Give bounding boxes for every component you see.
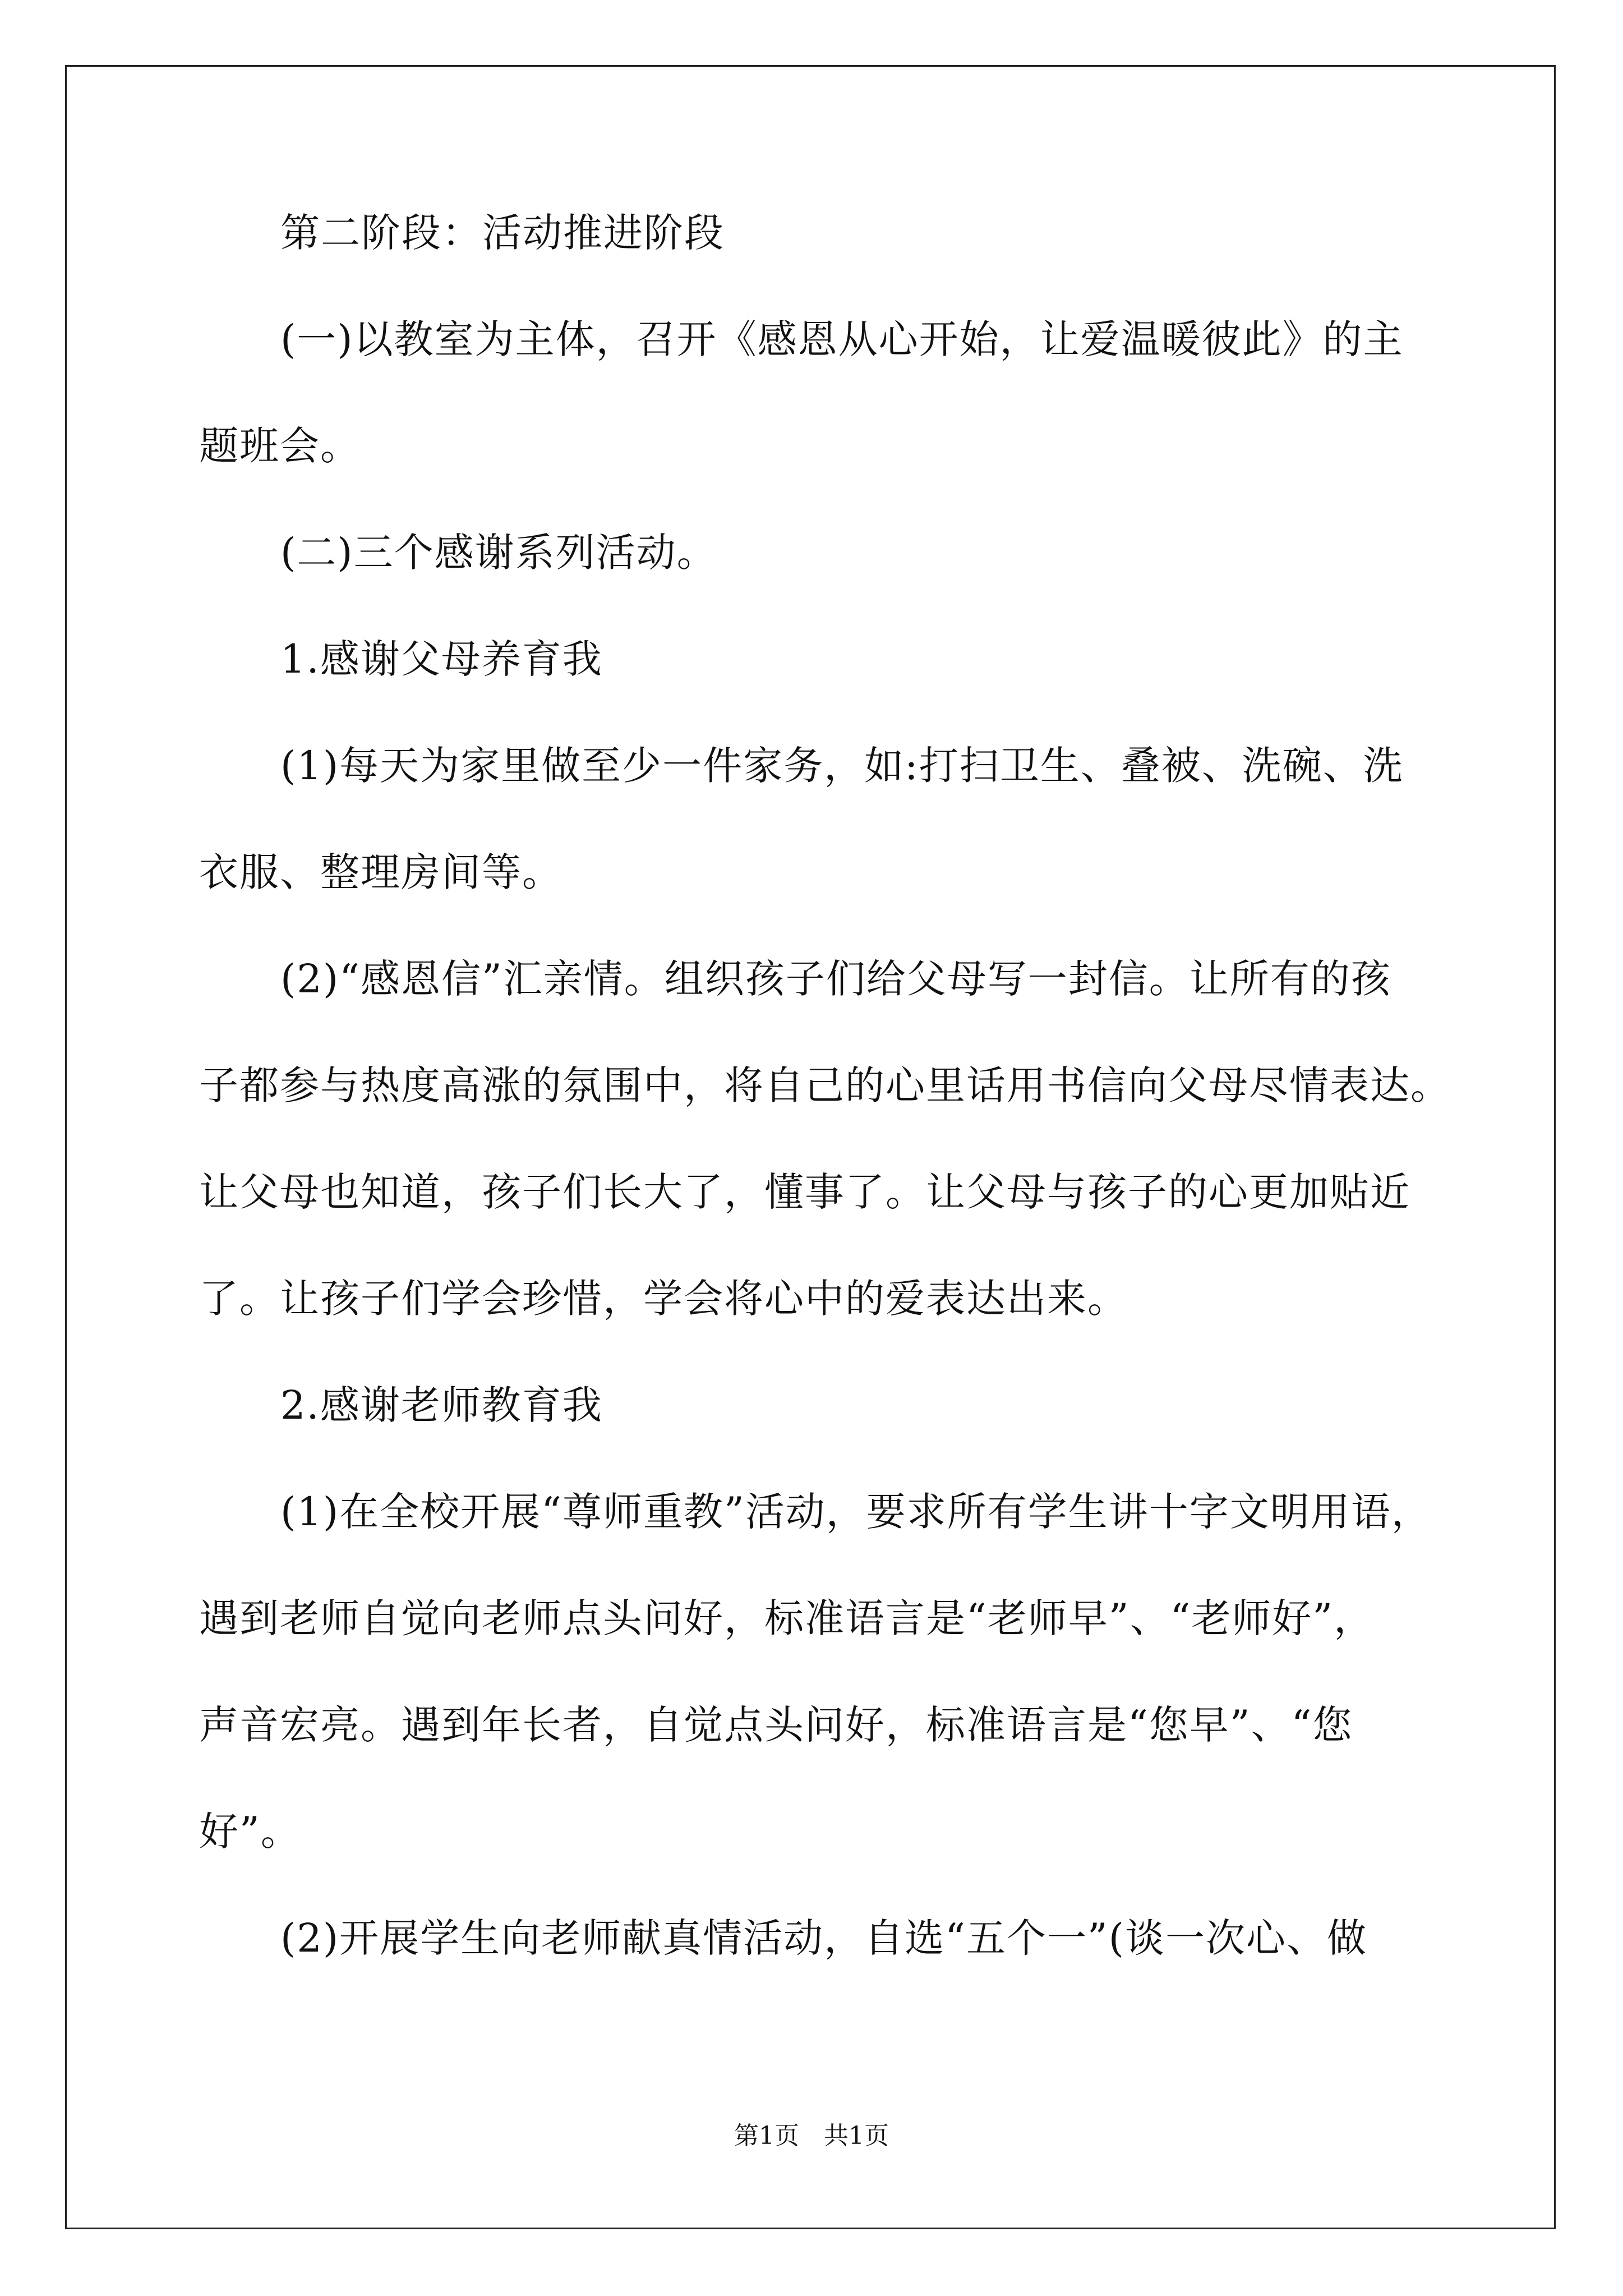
paragraph-line: 让父母也知道，孩子们长大了，懂事了。让父母与孩子的心更加贴近 [199,1169,1410,1215]
paragraph-line: (1)每天为家里做至少一件家务，如:打扫卫生、叠被、洗碗、洗 [280,743,1404,789]
paragraph-line: 声音宏亮。遇到年长者，自觉点头问好，标准语言是“您早”、“您 [199,1702,1353,1748]
paragraph-line: (一)以教室为主体，召开《感恩从心开始，让爱温暖彼此》的主 [280,316,1404,362]
paragraph-line: 子都参与热度高涨的氛围中，将自己的心里话用书信向父母尽情表达。 [199,1062,1451,1108]
stage-heading: 第二阶段：活动推进阶段 [280,210,725,256]
subsection-heading: 1.感谢父母养育我 [280,636,603,682]
paragraph-line: (1)在全校开展“尊师重教”活动，要求所有学生讲十字文明用语， [280,1489,1432,1535]
page-border [65,65,1556,2229]
paragraph-line: 衣服、整理房间等。 [199,849,562,895]
section-heading: (二)三个感谢系列活动。 [280,530,717,576]
paragraph-line: (2)“感恩信”汇亲情。组织孩子们给父母写一封信。让所有的孩 [280,956,1391,1002]
paragraph-line: 了。让孩子们学会珍惜，学会将心中的爱表达出来。 [199,1276,1128,1322]
paragraph-line: 遇到老师自觉向老师点头问好，标准语言是“老师早”、“老师好”， [199,1595,1375,1641]
paragraph-line: 好”。 [199,1809,301,1855]
paragraph-line: (2)开展学生向老师献真情活动，自选“五个一”(谈一次心、做 [280,1915,1368,1961]
page-number-label: 第1页 共1页 [734,2122,889,2150]
paragraph-line: 题班会。 [199,423,361,469]
page-footer [0,2119,1623,2153]
subsection-heading: 2.感谢老师教育我 [280,1382,603,1428]
